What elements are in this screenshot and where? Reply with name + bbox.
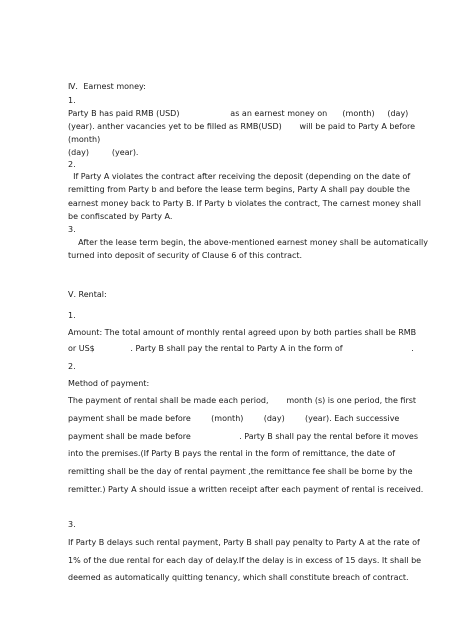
- section-4-item-1-line: (year). anther vacancies yet to be filled as RMB(USD) will be paid to Party A before: [68, 122, 416, 131]
- section-5-item-1-line: or US$ . Party B shall pay the rental to Party A in the form of .: [68, 344, 414, 353]
- section-4-item-2-number: 2.: [68, 160, 76, 169]
- section-5-item-2-line: The payment of rental shall be made each period, month (s) is one period, the first: [68, 396, 417, 405]
- section-4-item-1-number: 1.: [68, 96, 76, 105]
- section-4-heading: Ⅳ．Earnest money:: [68, 82, 146, 91]
- section-5-heading: Ⅴ. Rental:: [68, 290, 107, 299]
- section-5-item-1-line: Amount: The total amount of monthly rental agreed upon by both parties shall be RMB: [68, 328, 417, 337]
- section-5-item-3-line: deemed as automatically quitting tenancy, which shall constitute breach of contract.: [68, 573, 409, 582]
- section-5-item-3-line: 1% of the due rental for each day of delay.If the delay is in excess of 15 days. It shall be: [68, 556, 422, 565]
- section-4-item-2-line: If Party A violates the contract after receiving the deposit (depending on the date of: [68, 172, 411, 181]
- section-5-item-1-number: 1.: [68, 311, 76, 320]
- section-5-item-2-line: remitter.) Party A should issue a written receipt after each payment of rental is received.: [68, 485, 424, 494]
- section-5-item-2-line: into the premises.(If Party B pays the rental in the form of remittance, the date of: [68, 449, 396, 458]
- section-4-item-2-line: earnest money back to Party B. If Party b violates the contract, The carnest money shall: [68, 199, 421, 208]
- section-5-item-2-line: payment shall be made before (month) (day) (year). Each successive: [68, 414, 400, 423]
- section-4-item-1-line: (month): [68, 135, 101, 144]
- section-4-item-3-line: After the lease term begin, the above-mentioned earnest money shall be automatically: [68, 238, 428, 247]
- section-5-item-3-number: 3.: [68, 520, 76, 529]
- section-4-item-1-line: Party B has paid RMB (USD) as an earnest money on (month) (day): [68, 109, 409, 118]
- section-4-item-3-number: 3.: [68, 225, 76, 234]
- section-4-item-2-line: be confiscated by Party A.: [68, 212, 173, 221]
- section-4-item-3-line: turned into deposit of security of Clause 6 of this contract.: [68, 251, 303, 260]
- section-5-item-2-line: remitting shall be the day of rental payment ,the remittance fee shall be borne by the: [68, 467, 413, 476]
- section-4-item-1-line: (day) (year).: [68, 148, 139, 157]
- section-5-item-3-line: If Party B delays such rental payment, Party B shall pay penalty to Party A at the rate of: [68, 538, 420, 547]
- section-5-item-2-line: Method of payment:: [68, 379, 150, 388]
- section-4-item-2-line: remitting from Party b and before the lease term begins, Party A shall pay double the: [68, 185, 410, 194]
- section-5-item-2-line: payment shall be made before . Party B shall pay the rental before it moves: [68, 432, 419, 441]
- section-5-item-2-number: 2.: [68, 362, 76, 371]
